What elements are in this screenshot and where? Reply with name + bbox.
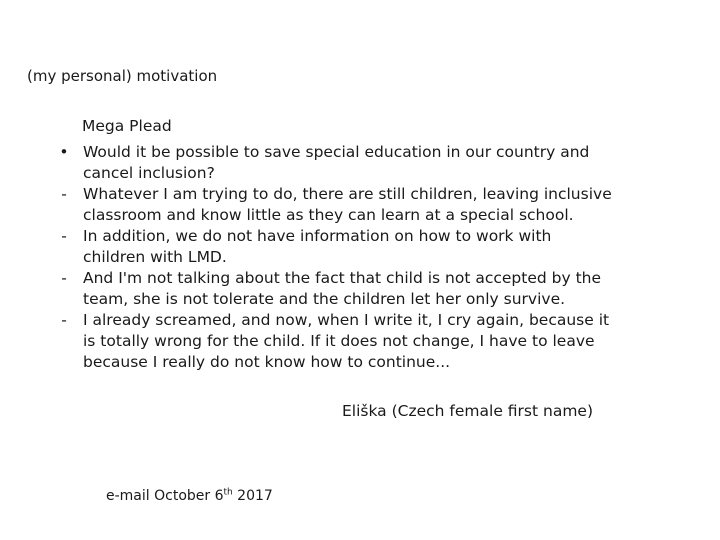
email-date-ordinal: th — [223, 487, 233, 498]
list-item-line: In addition, we do not have information on how to work with — [83, 227, 552, 245]
dash-marker: - — [61, 227, 67, 245]
bullet-marker: • — [59, 143, 69, 161]
plead-list — [52, 142, 652, 373]
plead-heading: Mega Plead — [82, 117, 172, 135]
dash-marker: - — [61, 311, 67, 329]
list-item-line: Would it be possible to save special education in our country and — [83, 143, 590, 161]
list-item — [52, 310, 652, 373]
list-item — [52, 184, 652, 226]
list-item-line: because I really do not know how to continue... — [83, 353, 451, 371]
list-item-line: children with LMD. — [83, 248, 227, 266]
list-item-line: classroom and know little as they can learn at a special school. — [83, 206, 574, 224]
list-item-line: And I'm not talking about the fact that child is not accepted by the — [83, 269, 602, 287]
list-item — [52, 226, 652, 268]
dash-marker: - — [61, 269, 67, 287]
list-item — [52, 142, 652, 184]
email-date-year: 2017 — [232, 488, 273, 504]
list-item-line: cancel inclusion? — [83, 164, 215, 182]
list-item-line: is totally wrong for the child. If it does not change, I have to leave — [83, 332, 595, 350]
signature: Eliška (Czech female first name) — [342, 402, 594, 420]
dash-marker: - — [61, 185, 67, 203]
list-item — [52, 268, 652, 310]
list-item-line: I already screamed, and now, when I write it, I cry again, because it — [83, 311, 610, 329]
list-item-line: team, she is not tolerate and the children let her only survive. — [83, 290, 566, 308]
list-item-line: Whatever I am trying to do, there are still children, leaving inclusive — [83, 185, 612, 203]
slide-title: (my personal) motivation — [27, 67, 218, 85]
email-date-prefix: e-mail October 6 — [106, 488, 224, 504]
email-date — [106, 486, 273, 506]
